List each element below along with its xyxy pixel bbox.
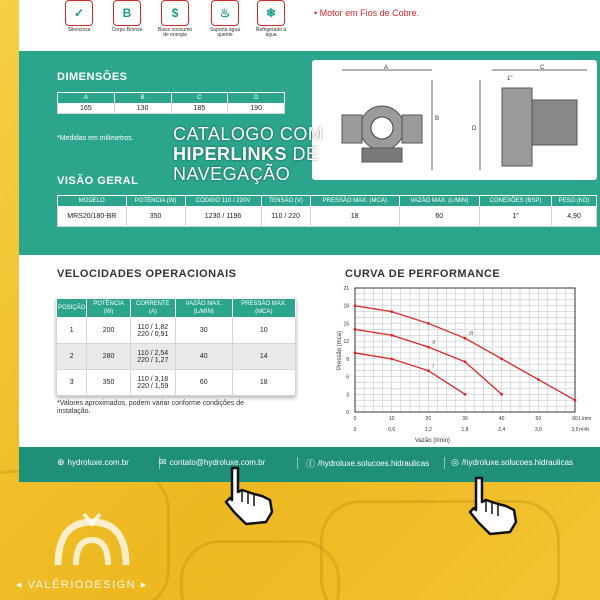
svg-text:D: D: [472, 126, 477, 132]
instagram-icon: ◎: [451, 457, 459, 467]
data-point: [574, 399, 577, 402]
y-tick-label: 0: [346, 410, 349, 416]
x-tick-label: 50: [535, 416, 542, 422]
data-point: [537, 378, 540, 381]
visao-table: MODELO POTÊNCIA (W) CÓDIGO 110 / 220V TENSÃO (V) PRESSÃO MAX. (MCA) VAZÃO MAX. (L/MIN) CONEXÕES (BSP) PESO (KG) MRS20/180-BR 350 1230 / 1196 110 / 220 18 60 1" 4,90: [57, 195, 597, 227]
data-point: [500, 393, 503, 396]
x2-tick-label: 0: [353, 427, 357, 433]
data-point: [390, 310, 393, 313]
x2-tick-label: 3,0: [534, 427, 542, 433]
pump-dimension-drawing: [312, 60, 597, 180]
y-tick-label: 18: [343, 303, 349, 310]
water-cooled-icon: ❄: [257, 0, 285, 26]
svg-text:A: A: [384, 65, 389, 71]
email-link[interactable]: ✉ contato@hydroluxe.com.br: [159, 457, 266, 467]
feature-energy: $ Baixo consumo de energia: [155, 0, 195, 38]
data-point: [464, 337, 467, 340]
silent-icon: ✓: [65, 0, 93, 26]
dimensoes-title: DIMENSÕES: [57, 71, 128, 83]
series-label: III: [469, 331, 474, 338]
dimensoes-note: *Medidas em milimetros.: [57, 135, 134, 142]
data-point: [427, 369, 430, 372]
catalog-hyperlinks-overlay: CATALOGO COM HIPERLINKS DE NAVEGAÇÃO: [173, 124, 324, 184]
energy-icon: $: [161, 0, 189, 26]
x2-tick-label: 1,2: [424, 427, 432, 433]
svg-text:B: B: [435, 116, 440, 122]
x2-tick-label: 1,8: [461, 427, 469, 433]
pointer-hand-icon: [222, 462, 288, 528]
dimensoes-table: A B C D 165 130 185 190: [57, 92, 285, 114]
feature-silent: ✓ Silenciosa: [59, 0, 99, 33]
feature-bronze: B Corpo Bronze: [107, 0, 147, 33]
x-tick-label: 10: [388, 416, 395, 422]
svg-text:1": 1": [507, 76, 513, 82]
x-tick-label: 0: [353, 416, 357, 422]
footer-divider: [444, 457, 445, 469]
y-tick-label: 3: [346, 392, 349, 399]
instagram-link[interactable]: ◎ /hydroluxe.solucoes.hidraulicas: [451, 457, 574, 467]
feature-hot-water: ♨ Suporta água quente: [205, 0, 245, 38]
x2-tick-label: 2,4: [498, 427, 506, 433]
hot-water-icon: ♨: [211, 0, 239, 26]
y-tick-label: 15: [343, 321, 349, 328]
brand-text: ◂ VALÉRIODESIGN ▸: [16, 579, 148, 591]
y-tick-label: 21: [343, 286, 349, 292]
data-point: [500, 357, 503, 360]
y-tick-label: 12: [343, 339, 349, 346]
performance-chart: [329, 280, 599, 445]
x2-tick-label: 3,5: [571, 427, 579, 433]
x-axis-label: Vazão (l/min): [415, 438, 450, 444]
series-label: II: [432, 340, 436, 347]
y-tick-label: 6: [346, 374, 349, 381]
motor-text: • Motor em Fios de Cobre.: [314, 8, 420, 18]
velocidades-title: VELOCIDADES OPERACIONAIS: [57, 268, 237, 280]
data-point: [427, 322, 430, 325]
valerio-design-logo: [50, 510, 135, 570]
bronze-body-icon: B: [113, 0, 141, 26]
feature-water-cooled: ❄ Refrigerado a água: [251, 0, 291, 38]
features-bar: [19, 0, 600, 50]
mail-icon: ✉: [159, 457, 167, 467]
data-point: [464, 360, 467, 363]
x-tick-label: 20: [425, 416, 432, 422]
data-point: [354, 352, 357, 355]
globe-icon: ⊕: [57, 457, 65, 467]
footer-divider: [297, 457, 298, 469]
x-unit-label: L/min: [579, 416, 592, 422]
x2-tick-label: 0,6: [388, 427, 396, 433]
x2-unit-label: m³/h: [579, 427, 589, 433]
x-tick-label: 60: [572, 416, 578, 422]
y-axis-label: Pressão (mca): [337, 330, 343, 370]
data-point: [427, 346, 430, 349]
pointer-hand-icon: [466, 472, 532, 538]
data-point: [464, 393, 467, 396]
chart-title: CURVA DE PERFORMANCE: [345, 268, 501, 280]
data-point: [354, 328, 357, 331]
series-label: I: [432, 363, 434, 370]
data-point: [354, 304, 357, 307]
x-tick-label: 40: [498, 416, 505, 422]
facebook-link[interactable]: ⓕ /hydroluxe.solucoes.hidraulicas: [306, 459, 430, 469]
data-point: [390, 357, 393, 360]
x-tick-label: 30: [462, 416, 468, 422]
visao-title: VISÃO GERAL: [57, 175, 139, 187]
data-point: [390, 334, 393, 337]
velocidades-note: *Valores aproximados, podem variar conforme condições de instalação.: [57, 400, 245, 415]
catalog-page: [19, 0, 600, 482]
website-link[interactable]: ⊕ hydroluxe.com.br: [57, 457, 129, 467]
y-tick-label: 9: [346, 356, 349, 363]
svg-text:C: C: [540, 65, 545, 71]
velocidades-table: POSIÇÃO POTÊNCIA (W) CORRENTE (A) VAZÃO MAX. (L/MIN) PRESSÃO MAX. (MCA) 1 200 110 / 1,82 220 / 0,91 30 10 2 280 110 / 2,54 220 / 1,27 40 14 3 350 110 / 3,18 220 / 1,59 60 18: [56, 298, 296, 396]
facebook-icon: ⓕ: [306, 459, 316, 469]
